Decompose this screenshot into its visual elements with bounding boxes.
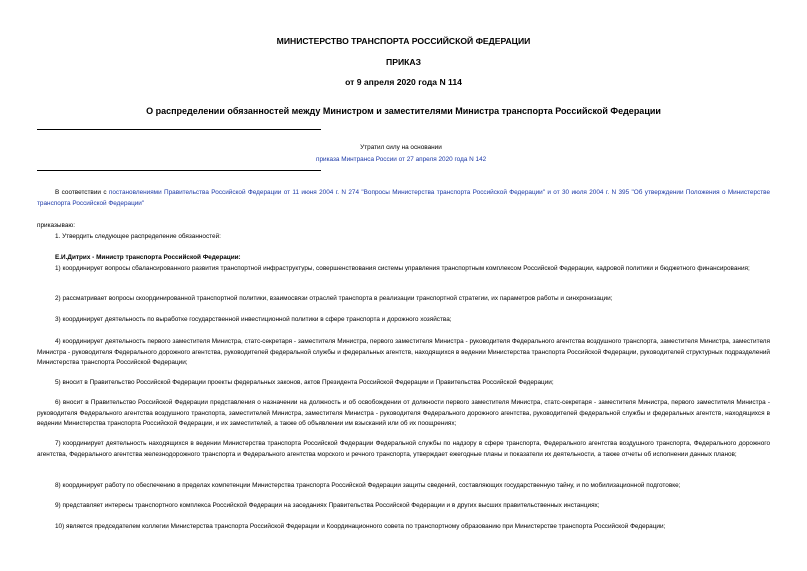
preamble-paragraph bbox=[37, 188, 770, 209]
lost-force-note: Утратил силу на основании bbox=[360, 144, 442, 151]
top-divider bbox=[37, 129, 321, 130]
document-date-number: от 9 апреля 2020 года N 114 bbox=[345, 77, 462, 87]
duty-item: 3) координирует деятельность по выработке государственной инвестиционной политики в сфере транспорта и дорожного хозяйства; bbox=[55, 316, 452, 323]
duty-item: 6) вносит в Правительство Российской Федерации представления о назначении на должность и об освобождении от должности первого заместителя Министра, статс-секретаря - заместителя Министра, первого заместителя Министра - руководителя Федерального агентства воздушного транспорта, заместителей Министра, заместителя Министра - руководителя Федерального дорожного агентства, руководителей федеральной службы и федеральных агентств, находящихся в ведении Министерства транспорта Российской Федерации, и их заместителей, а также об объявлении им взысканий или об их поощрениях; bbox=[37, 399, 770, 427]
duty-item: 8) координирует работу по обеспечению в пределах компетенции Министерства транспорта Российской Федерации защиты сведений, составляющих государственную тайну, и по мобилизационной подготовке; bbox=[55, 482, 681, 489]
duty-item: 1) координирует вопросы сбалансированного развития транспортной инфраструктуры, совершенствования системы управления транспортным комплексом Российской Федерации, кадровой политики и бюджетного финансирования; bbox=[55, 265, 750, 272]
order-word: приказываю: bbox=[37, 222, 75, 229]
document-type: ПРИКАЗ bbox=[386, 57, 421, 67]
preamble-prefix: В соответствии с bbox=[55, 189, 109, 196]
duty-item: 7) координирует деятельность находящихся в ведении Министерства транспорта Российской Федерации Федеральной службы по надзору в сфере транспорта, Федерального агентства воздушного транспорта, Федерального дорожного агентства, Федерального агентства железнодорожного транспорта и Федерального агентства морского и речного транспорта, утверждает ежегодные планы и показатели их деятельности, а также отчеты об исполнении данных планов; bbox=[37, 440, 770, 458]
duty-item: 10) является председателем коллегии Министерства транспорта Российской Федерации и Координационного совета по транспортному образованию при Министерстве транспорта Российской Федерации; bbox=[55, 523, 666, 530]
duty-item: 5) вносит в Правительство Российской Федерации проекты федеральных законов, актов Президента Российской Федерации и Правительства Российской Федерации; bbox=[55, 379, 554, 386]
duty-item: 4) координирует деятельность первого заместителя Министра, статс-секретаря - заместителя Министра, первого заместителя Министра - руководителя Федерального агентства воздушного транспорта, заместителя Министра, заместителя Министра - руководителя Федерального дорожного агентства, руководителей федеральной службы и федеральных агентств, находящихся в ведении Министерства транспорта Российской Федерации, руководителей структурных подразделений Министерства транспорта Российской Федерации; bbox=[37, 338, 770, 366]
basis-order-link[interactable]: приказа Минтранса России от 27 апреля 2020 года N 142 bbox=[316, 156, 487, 163]
order-item-1: 1. Утвердить следующее распределение обязанностей: bbox=[55, 233, 221, 240]
bottom-divider bbox=[37, 170, 321, 171]
duty-item: 2) рассматривает вопросы скоординированной транспортной политики, взаимосвязи отраслей транспорта в реализации транспортной стратегии, их параметров работы и синхронизации; bbox=[55, 295, 613, 302]
government-decree-link[interactable]: постановлениями Правительства Российской Федерации от 11 июня 2004 г. N 274 "Вопросы Министерства транспорта Российской Федерации" и от 30 июля 2004 г. N 395 "Об утверждении Положения о Министерстве транспорта Российской Федерации" bbox=[37, 189, 771, 207]
minister-heading: Е.И.Дитрих - Министр транспорта Российской Федерации: bbox=[55, 254, 241, 261]
duty-item: 9) представляет интересы транспортного комплекса Российской Федерации на заседаниях Правительства Российской Федерации и в других высших правительственных инстанциях; bbox=[55, 502, 600, 509]
document-title: О распределении обязанностей между Министром и заместителями Министра транспорта Российской Федерации bbox=[146, 106, 661, 116]
ministry-name: МИНИСТЕРСТВО ТРАНСПОРТА РОССИЙСКОЙ ФЕДЕРАЦИИ bbox=[276, 36, 531, 46]
